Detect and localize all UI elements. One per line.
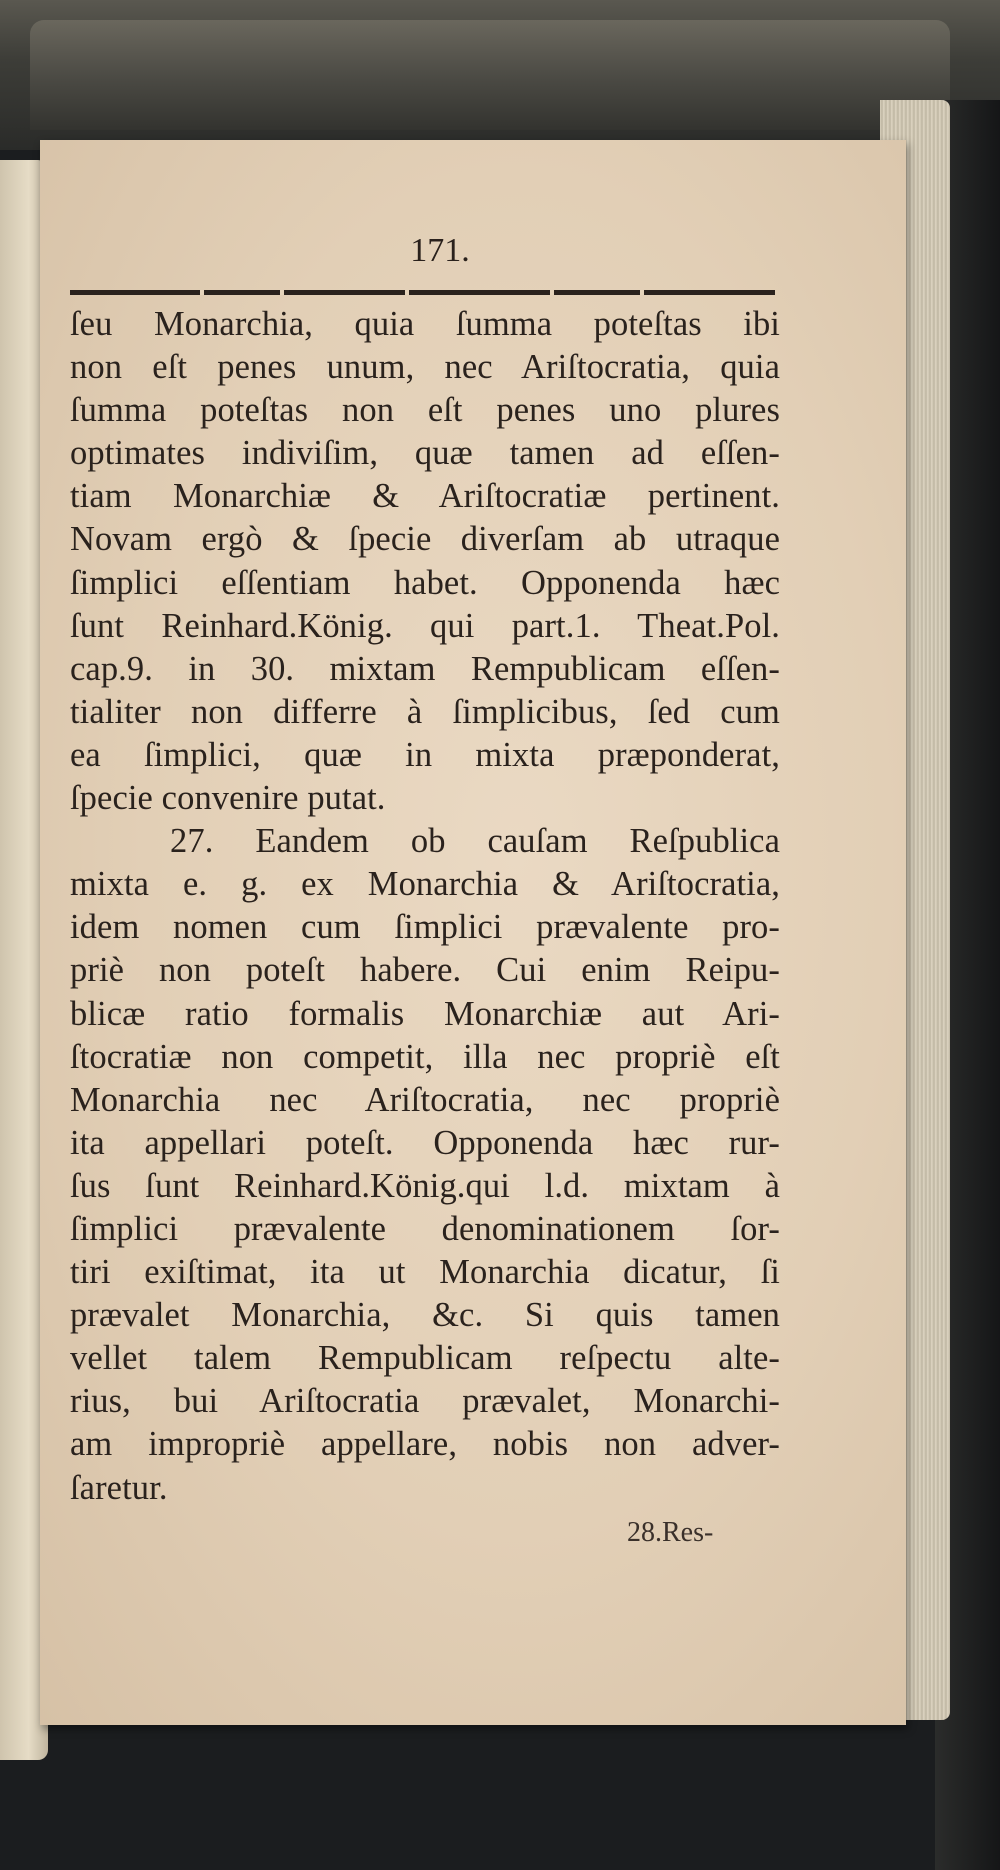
book-cover-edge xyxy=(30,20,950,130)
body-text xyxy=(70,303,780,1510)
text-line: ſus ſunt Reinhard.König.qui l.d. mixtam à xyxy=(70,1166,780,1205)
text-line: mixta e. g. ex Monarchia & Ariſtocratia, xyxy=(70,865,780,904)
text-line: ſeu Monarchia, quia ſumma poteſtas ibi xyxy=(70,305,780,343)
page-number: 171. xyxy=(410,232,470,269)
header-rule xyxy=(70,290,775,295)
text-line: ſaretur. xyxy=(70,1468,168,1507)
text-line: tiam Monarchiæ & Ariſtocratiæ pertinent. xyxy=(70,477,780,516)
text-line: ſtocratiæ non competit, illa nec propriè eſt xyxy=(70,1037,780,1076)
rule-break xyxy=(640,290,644,295)
rule-break xyxy=(550,290,554,295)
text-line: non eſt penes unum, nec Ariſtocratia, quia xyxy=(70,348,780,387)
text-line: ſumma poteſtas non eſt penes uno plures xyxy=(70,391,780,430)
text-line: Monarchia nec Ariſtocratia, nec propriè xyxy=(70,1080,780,1119)
catchword: 28.Res- xyxy=(627,1517,714,1548)
text-line: idem nomen cum ſimplici prævalente pro- xyxy=(70,908,780,947)
rule-break xyxy=(200,290,204,295)
paragraph-start-line: 27. Eandem ob cauſam Reſpublica xyxy=(170,822,780,861)
book-page xyxy=(40,140,906,1725)
text-line: prævalet Monarchia, &c. Si quis tamen xyxy=(70,1296,780,1335)
text-line: blicæ ratio formalis Monarchiæ aut Ari- xyxy=(70,994,780,1033)
text-line: cap.9. in 30. mixtam Rempublicam eſſen- xyxy=(70,649,780,688)
rule-break xyxy=(405,290,409,295)
text-line: Novam ergò & ſpecie diverſam ab utraque xyxy=(70,520,780,559)
text-line: am impropriè appellare, nobis non adver- xyxy=(70,1425,780,1464)
text-line: ita appellari poteſt. Opponenda hæc rur- xyxy=(70,1123,780,1162)
text-line: ſimplici prævalente denominationem ſor- xyxy=(70,1209,780,1248)
text-line: rius, bui Ariſtocratia prævalet, Monarchi- xyxy=(70,1382,780,1421)
text-line: ea ſimplici, quæ in mixta præponderat, xyxy=(70,735,780,774)
text-line: priè non poteſt habere. Cui enim Reipu- xyxy=(70,951,780,990)
text-line: ſpecie convenire putat. xyxy=(70,779,386,818)
text-line: ſunt Reinhard.König. qui part.1. Theat.Pol. xyxy=(70,606,780,645)
text-line: tiri exiſtimat, ita ut Monarchia dicatur, ſi xyxy=(70,1253,780,1292)
text-line: ſimplici eſſentiam habet. Opponenda hæc xyxy=(70,563,780,602)
text-line: tialiter non differre à ſimplicibus, ſed cum xyxy=(70,692,780,731)
rule-break xyxy=(280,290,284,295)
text-line: vellet talem Rempublicam reſpectu alte- xyxy=(70,1339,780,1378)
text-line: optimates indiviſim, quæ tamen ad eſſen- xyxy=(70,434,780,473)
